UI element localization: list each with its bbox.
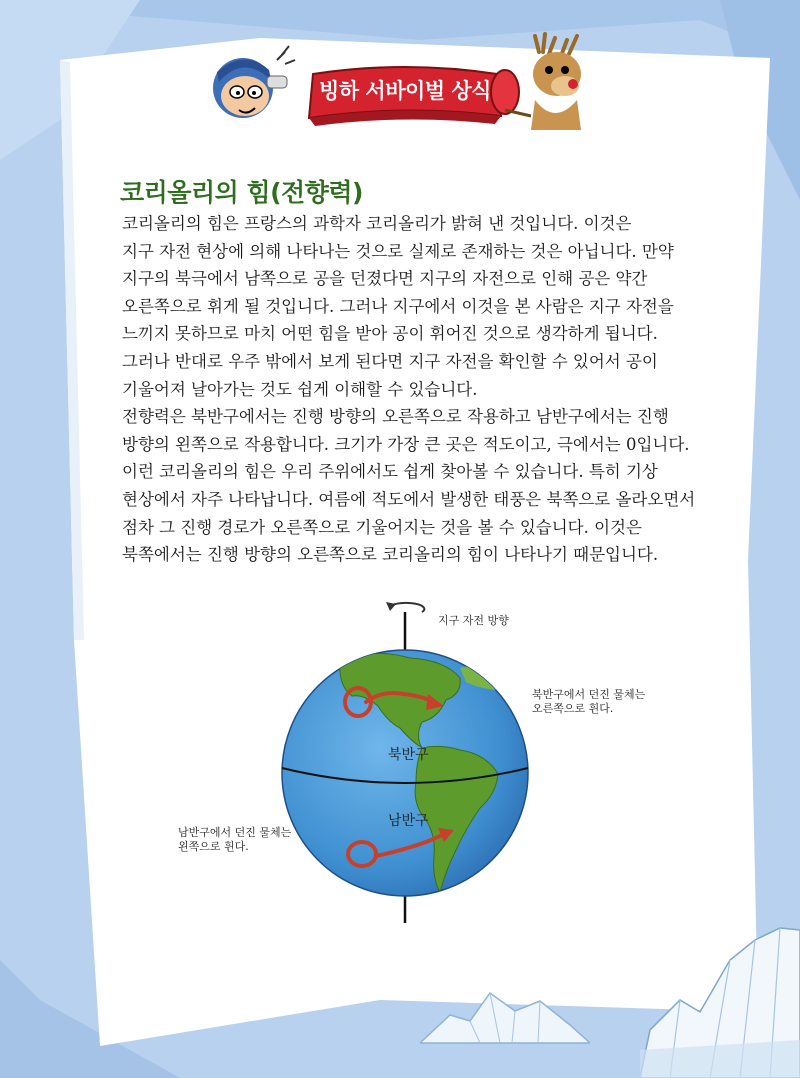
iceberg-icon bbox=[420, 985, 590, 1045]
iceberg-large-icon bbox=[640, 920, 800, 1078]
south-note-line: 남반구에서 던진 물체는 bbox=[178, 826, 292, 839]
body-line: 방향의 왼쪽으로 작용합니다. 크기가 가장 큰 곳은 적도이고, 극에서는 0입니다. bbox=[122, 434, 690, 454]
body-line: 코리올리의 힘은 프랑스의 과학자 코리올리가 밝혀 낸 것입니다. 이것은 bbox=[122, 214, 632, 233]
south-note bbox=[178, 826, 291, 854]
body-line: 기울어져 날아가는 것도 쉽게 이해할 수 있습니다. bbox=[122, 379, 478, 399]
header-banner bbox=[205, 30, 595, 130]
rotation-label: 지구 자전 방향 bbox=[438, 614, 509, 627]
south-hemisphere-label: 남반구 bbox=[388, 813, 429, 829]
body-line: 전향력은 북반구에서는 진행 방향의 오른쪽으로 작용하고 남반구에서는 진행 bbox=[122, 407, 669, 427]
coriolis-figure bbox=[160, 598, 646, 928]
section-title: 코리올리의 힘(전향력) bbox=[120, 178, 363, 207]
body-line: 그러나 반대로 우주 밖에서 보게 된다면 지구 자전을 확인할 수 있어서 공이 bbox=[122, 351, 658, 371]
body-line: 느끼지 못하므로 마치 어떤 힘을 받아 공이 휘어진 것으로 생각하게 됩니다. bbox=[122, 324, 658, 344]
body-line: 지구의 북극에서 남쪽으로 공을 던졌다면 지구의 자전으로 인해 공은 약간 bbox=[122, 269, 648, 289]
north-note bbox=[532, 688, 645, 716]
body-line: 이런 코리올리의 힘은 우리 주위에서도 쉽게 찾아볼 수 있습니다. 특히 기상 bbox=[122, 462, 658, 482]
north-note-line: 오른쪽으로 휜다. bbox=[532, 702, 614, 715]
body-line: 지구 자전 현상에 의해 나타나는 것으로 실제로 존재하는 것은 아닙니다. 만약 bbox=[122, 241, 674, 261]
north-hemisphere-label: 북반구 bbox=[388, 747, 429, 763]
south-note-line: 왼쪽으로 휜다. bbox=[178, 840, 249, 853]
north-note-line: 북반구에서 던진 물체는 bbox=[532, 688, 646, 701]
banner-label: 빙하 서바이벌 상식 bbox=[319, 79, 491, 103]
body-line: 북쪽에서는 진행 방향의 오른쪽으로 코리올리의 힘이 나타나기 때문입니다. bbox=[122, 545, 659, 565]
body-paragraph bbox=[122, 210, 742, 569]
body-line: 점차 그 진행 경로가 오른쪽으로 기울어지는 것을 볼 수 있습니다. 이것은 bbox=[122, 517, 642, 537]
body-line: 오른쪽으로 휘게 될 것입니다. 그러나 지구에서 이것을 본 사람은 지구 자전을 bbox=[122, 296, 674, 316]
body-line: 현상에서 자주 나타납니다. 여름에 적도에서 발생한 태풍은 북쪽으로 올라오면서 bbox=[122, 489, 696, 509]
